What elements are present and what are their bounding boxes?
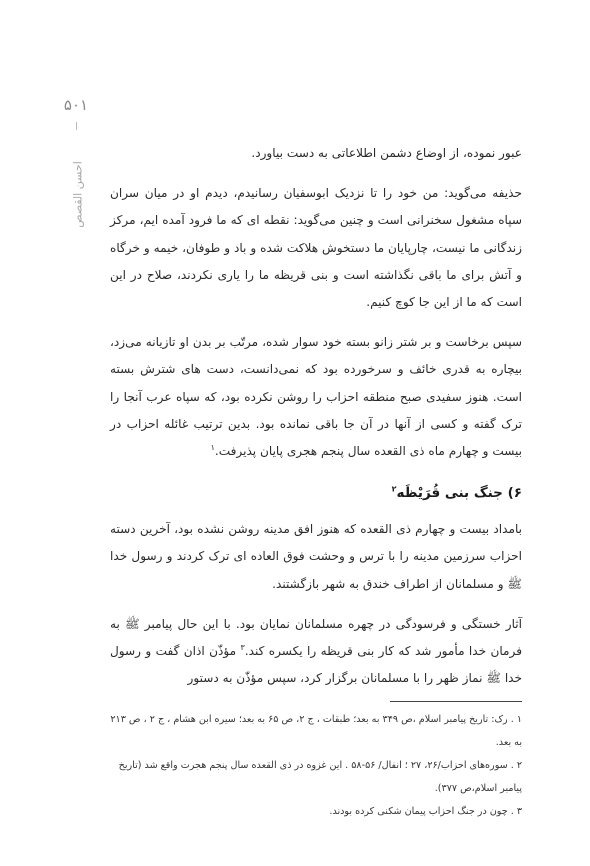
page-margin bbox=[60, 96, 92, 286]
page-number: ۵۰۱ bbox=[63, 96, 89, 114]
footnote-ref-1: ۱ bbox=[210, 443, 215, 452]
paragraph-5-text-a: آثار خستگی و فرسودگی در چهره مسلمانان نمایان بود. با این حال پیامبر ﷺ به فرمان خدا مأمور شد که کار بنی قریظه را یکسره کند. bbox=[110, 616, 522, 659]
footnotes bbox=[110, 708, 522, 823]
section-heading-text: ۶) جنگ بنی قُرَیْظَه bbox=[396, 485, 522, 502]
paragraph-1: عبور نموده، از اوضاع دشمن اطلاعاتی به دست بیاورد. bbox=[251, 146, 522, 160]
footnote-ref-2: ۲ bbox=[391, 484, 397, 494]
footnote-3: ۳ . چون در جنگ احزاب پیمان شکنی کرده بودند. bbox=[329, 806, 522, 817]
paragraph-3 bbox=[110, 329, 522, 465]
footnote-1: ۱ . رک: تاریخ پیامبر اسلام ،ص ۳۴۹ به بعد؛ طبقات ، ج ۲، ص ۶۵ به بعد؛ سیره ابن هشام ، ج ۲ ، ص ۲۱۳ به بعد. bbox=[110, 714, 522, 748]
paragraph-3-text: سپس برخاست و بر شتر زانو بسته خود سوار شده، مرتّب بر بدن او تازیانه می‌زد، بیچاره به قدری خائف و سرخورده بود که نمی‌دانست، دست های شترش بسته است. هنوز سفیدی صبح منطقه احزاب را روشن نکرده بود، که سپاه عرب آنجا را ترک گفته و کسی از آنها در آن جا باقی نمانده بود. بدین ترتیب غائله احزاب در بیست و چهارم ماه ذی القعده سال پنجم هجری پایان پذیرفت. bbox=[110, 335, 522, 459]
paragraph-4: بامداد بیست و چهارم ذی القعده که هنوز افق مدینه روشن نشده بود، آخرین دسته احزاب سرزمین مدینه را با ترس و وحشت فوق العاده ای ترک کردند و رسول خدا ﷺ و مسلمانان از اطراف خندق به شهر بازگشتند. bbox=[110, 522, 522, 591]
footnote-divider bbox=[390, 701, 522, 702]
footnote-2: ۲ . سوره‌های احزاب/۲۶، ۲۷ ؛ انفال/ ۵۶-۵۸ . این غزوه در ذی القعده سال پنجم هجرت واقع شد (تاریخ پیامبر اسلام،ص ۳۷۷). bbox=[118, 760, 522, 794]
section-heading bbox=[110, 478, 522, 508]
paragraph-5-text-b: مؤذّن اذان گفت و رسول خدا ﷺ نماز ظهر را با مسلمانان برگزار کرد، سپس مؤذّن به دستور bbox=[110, 644, 522, 686]
main-text bbox=[110, 140, 522, 692]
paragraph-5 bbox=[110, 611, 522, 693]
footnote-ref-3: ۳ bbox=[240, 643, 245, 653]
paragraph-2: حذیفه می‌گوید: من خود را تا نزدیک ابوسفیان رسانیدم، دیدم او در میان سران سپاه مشغول سخنرانی است و چنین می‌گوید: نقطه ای که ما فرود آمده ایم، مرکز زندگانی ما نیست، چارپایان ما دستخوش هلاکت شده و باد و طوفان، خیمه و خرگاه و آتش برای ما باقی نگذاشته است و بنی قریظه ما را یاری نکردند، صلاح در این است که ما از این جا کوچ کنیم. bbox=[110, 186, 522, 310]
running-book-title: احسن القصص bbox=[71, 161, 85, 228]
